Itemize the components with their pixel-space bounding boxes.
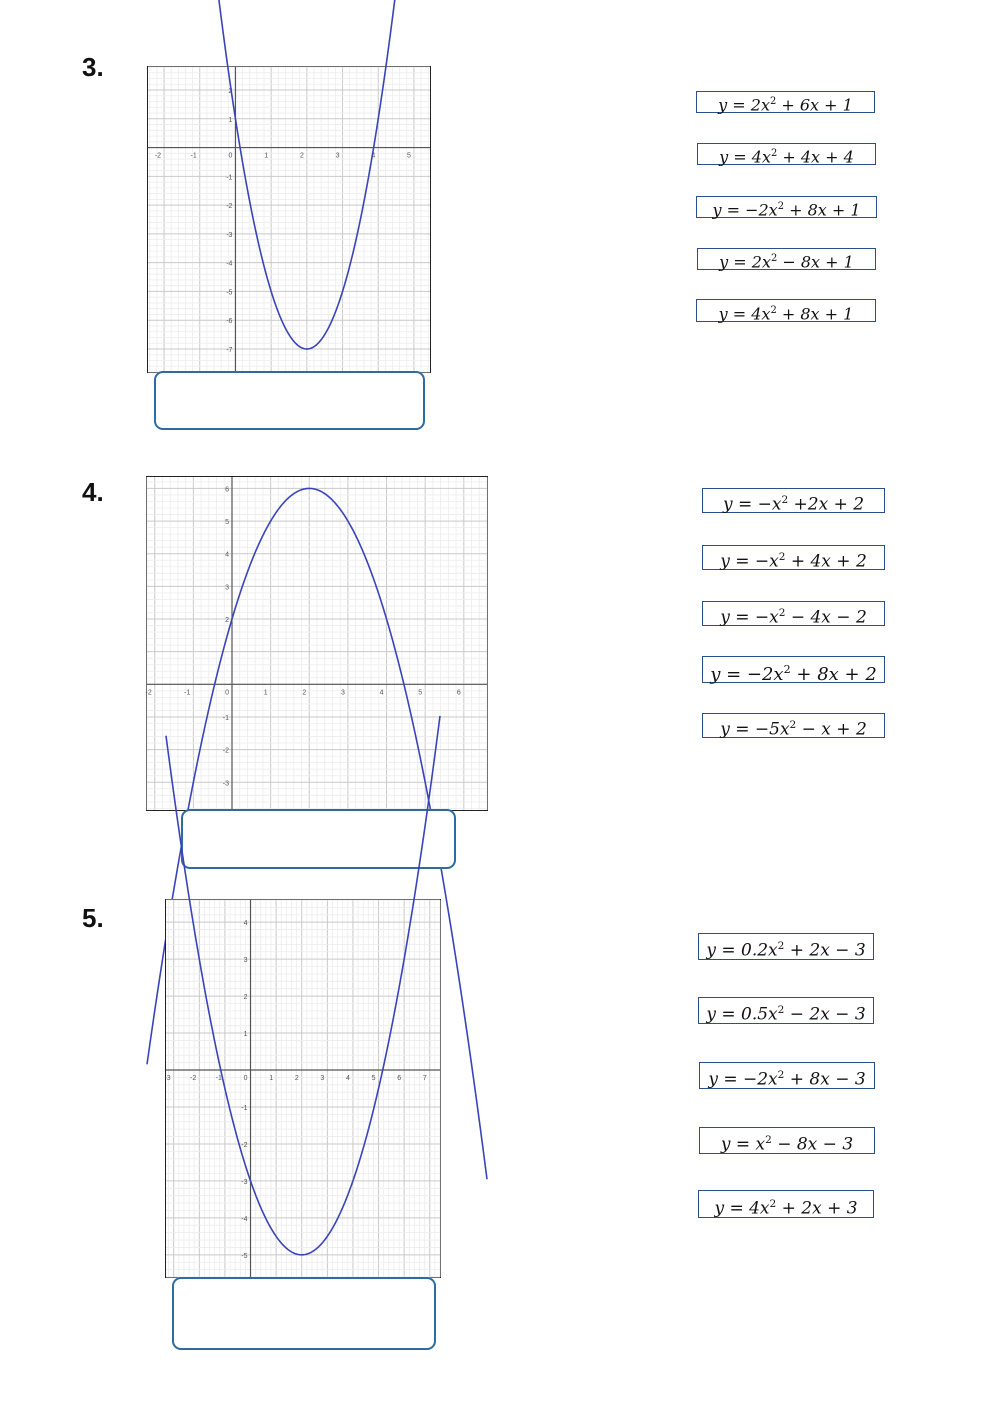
x-tick-label: -2 bbox=[190, 1075, 197, 1083]
x-tick-label: 6 bbox=[456, 689, 461, 697]
equation-option[interactable] bbox=[699, 1062, 875, 1089]
x-tick-label: 6 bbox=[397, 1075, 402, 1083]
option-text: + 4x + 2 bbox=[785, 551, 867, 572]
y-tick-label: 3 bbox=[225, 584, 229, 592]
y-tick-label: 2 bbox=[243, 994, 248, 1002]
equation-option[interactable] bbox=[702, 656, 885, 683]
equation-option[interactable] bbox=[702, 713, 885, 738]
option-text: − x + 2 bbox=[796, 719, 867, 740]
option-text: y = 2x bbox=[719, 252, 771, 272]
y-tick-label: -3 bbox=[226, 231, 233, 239]
option-text: +2x + 2 bbox=[788, 494, 865, 515]
option-text: y = −5x bbox=[720, 719, 790, 740]
option-text: + 2x − 3 bbox=[784, 940, 866, 961]
option-text: y = x bbox=[720, 1134, 766, 1155]
x-tick-label: 3 bbox=[320, 1075, 325, 1083]
option-exponent: 2 bbox=[783, 663, 791, 676]
x-tick-label: 3 bbox=[341, 689, 345, 697]
x-tick-label: 1 bbox=[263, 689, 268, 697]
equation-option[interactable] bbox=[696, 299, 876, 322]
y-tick-label: 5 bbox=[225, 519, 229, 527]
graph-canvas bbox=[147, 477, 487, 810]
x-tick-label: 4 bbox=[371, 152, 376, 160]
option-exponent: 2 bbox=[777, 1004, 785, 1016]
option-text: y = −2x bbox=[710, 664, 784, 685]
option-exponent: 2 bbox=[769, 96, 777, 107]
equation-option[interactable] bbox=[697, 248, 876, 270]
y-tick-label: -1 bbox=[222, 714, 229, 722]
option-text: y = −2x bbox=[708, 1069, 778, 1090]
x-tick-label: 5 bbox=[371, 1075, 376, 1083]
option-exponent: 2 bbox=[777, 940, 785, 952]
y-tick-label: -5 bbox=[241, 1252, 248, 1260]
x-tick-label: -1 bbox=[184, 689, 191, 697]
option-text: + 8x − 3 bbox=[784, 1069, 866, 1090]
option-exponent: 2 bbox=[778, 607, 786, 619]
graph-canvas bbox=[166, 900, 440, 1277]
option-text: − 2x − 3 bbox=[784, 1004, 866, 1025]
option-text: y = −2x bbox=[712, 200, 778, 220]
y-tick-label: -2 bbox=[222, 747, 229, 755]
option-exponent: 2 bbox=[765, 1134, 772, 1146]
y-tick-label: -3 bbox=[222, 780, 229, 788]
answer-drop-box[interactable] bbox=[154, 371, 425, 430]
option-text: y = −x bbox=[720, 551, 779, 572]
option-text: y = 0.2x bbox=[706, 940, 778, 961]
x-tick-label: -3 bbox=[164, 1075, 171, 1083]
y-tick-label: 4 bbox=[225, 551, 229, 559]
x-tick-label: 5 bbox=[418, 689, 423, 697]
equation-option[interactable] bbox=[698, 1190, 874, 1218]
option-text: + 8x + 2 bbox=[790, 664, 877, 685]
option-exponent: 2 bbox=[770, 148, 778, 159]
y-tick-label: -7 bbox=[226, 346, 233, 354]
equation-option[interactable] bbox=[696, 196, 877, 218]
y-tick-label: -3 bbox=[241, 1178, 248, 1186]
x-tick-label: 2 bbox=[294, 1075, 299, 1083]
question-number: 3. bbox=[82, 52, 104, 82]
equation-option[interactable] bbox=[698, 997, 874, 1024]
question-number: 5. bbox=[82, 903, 104, 933]
option-exponent: 2 bbox=[789, 719, 797, 731]
parabola-graph bbox=[147, 66, 431, 373]
y-tick-label: -1 bbox=[226, 174, 233, 182]
x-tick-label: 1 bbox=[269, 1075, 274, 1083]
equation-option[interactable] bbox=[702, 488, 885, 513]
x-tick-label: -2 bbox=[145, 689, 152, 697]
y-tick-label: 1 bbox=[243, 1031, 248, 1039]
y-tick-label: -2 bbox=[226, 203, 233, 211]
x-tick-label: -2 bbox=[154, 152, 162, 160]
option-text: + 2x + 3 bbox=[776, 1198, 858, 1219]
option-text: − 8x − 3 bbox=[771, 1134, 854, 1155]
parabola-graph bbox=[146, 476, 488, 811]
option-exponent: 2 bbox=[770, 305, 777, 316]
option-text: y = 0.5x bbox=[706, 1004, 778, 1025]
option-text: y = 2x bbox=[718, 95, 770, 115]
y-tick-label: -1 bbox=[241, 1104, 248, 1112]
option-text: y = −x bbox=[720, 607, 779, 628]
option-text: + 4x + 4 bbox=[777, 147, 854, 167]
option-exponent: 2 bbox=[777, 201, 784, 212]
equation-option[interactable] bbox=[696, 91, 875, 113]
option-exponent: 2 bbox=[778, 551, 786, 563]
x-tick-label: -1 bbox=[215, 1075, 222, 1083]
x-tick-label: 0 bbox=[243, 1075, 248, 1083]
y-tick-label: -4 bbox=[241, 1215, 248, 1223]
y-tick-label: 6 bbox=[225, 486, 229, 494]
option-text: y = −x bbox=[722, 494, 782, 515]
option-text: − 4x − 2 bbox=[785, 607, 867, 628]
answer-drop-box[interactable] bbox=[181, 809, 456, 869]
x-tick-label: 7 bbox=[422, 1075, 427, 1083]
y-tick-label: 2 bbox=[228, 88, 233, 96]
x-tick-label: -1 bbox=[190, 152, 197, 160]
y-tick-label: -5 bbox=[226, 289, 233, 297]
y-tick-label: -2 bbox=[241, 1141, 248, 1149]
x-tick-label: 5 bbox=[407, 152, 411, 160]
y-tick-label: -4 bbox=[226, 260, 233, 268]
x-tick-label: 0 bbox=[228, 152, 233, 160]
option-exponent: 2 bbox=[769, 1198, 777, 1210]
option-text: + 6x + 1 bbox=[776, 95, 853, 115]
option-exponent: 2 bbox=[777, 1069, 785, 1081]
x-tick-label: 3 bbox=[335, 152, 340, 160]
x-tick-label: 1 bbox=[264, 152, 269, 160]
option-text: + 8x + 1 bbox=[784, 200, 861, 220]
equation-option[interactable] bbox=[702, 601, 885, 626]
equation-option[interactable] bbox=[697, 143, 876, 165]
x-tick-label: 2 bbox=[299, 152, 304, 160]
option-text: y = 4x bbox=[718, 304, 771, 324]
question-number: 4. bbox=[82, 477, 104, 507]
parabola-curve bbox=[148, 0, 430, 349]
x-tick-label: 4 bbox=[379, 689, 384, 697]
x-tick-label: 4 bbox=[346, 1075, 350, 1083]
equation-option[interactable] bbox=[702, 545, 885, 570]
option-text: − 8x + 1 bbox=[777, 252, 854, 272]
option-text: + 8x + 1 bbox=[776, 304, 854, 324]
option-exponent: 2 bbox=[781, 494, 789, 506]
parabola-graph bbox=[165, 899, 441, 1278]
option-text: y = 4x bbox=[714, 1198, 770, 1219]
equation-option[interactable] bbox=[699, 1127, 875, 1154]
graph-canvas bbox=[148, 67, 430, 372]
option-text: y = 4x bbox=[719, 147, 771, 167]
option-exponent: 2 bbox=[770, 253, 778, 264]
x-tick-label: 2 bbox=[302, 689, 307, 697]
y-tick-label: 4 bbox=[243, 920, 248, 928]
y-tick-label: -6 bbox=[226, 318, 233, 326]
y-tick-label: 1 bbox=[228, 116, 233, 124]
y-tick-label: 3 bbox=[243, 957, 248, 965]
y-tick-label: 2 bbox=[225, 617, 229, 625]
x-tick-label: 0 bbox=[225, 689, 229, 697]
answer-drop-box[interactable] bbox=[172, 1277, 436, 1350]
equation-option[interactable] bbox=[698, 933, 874, 960]
